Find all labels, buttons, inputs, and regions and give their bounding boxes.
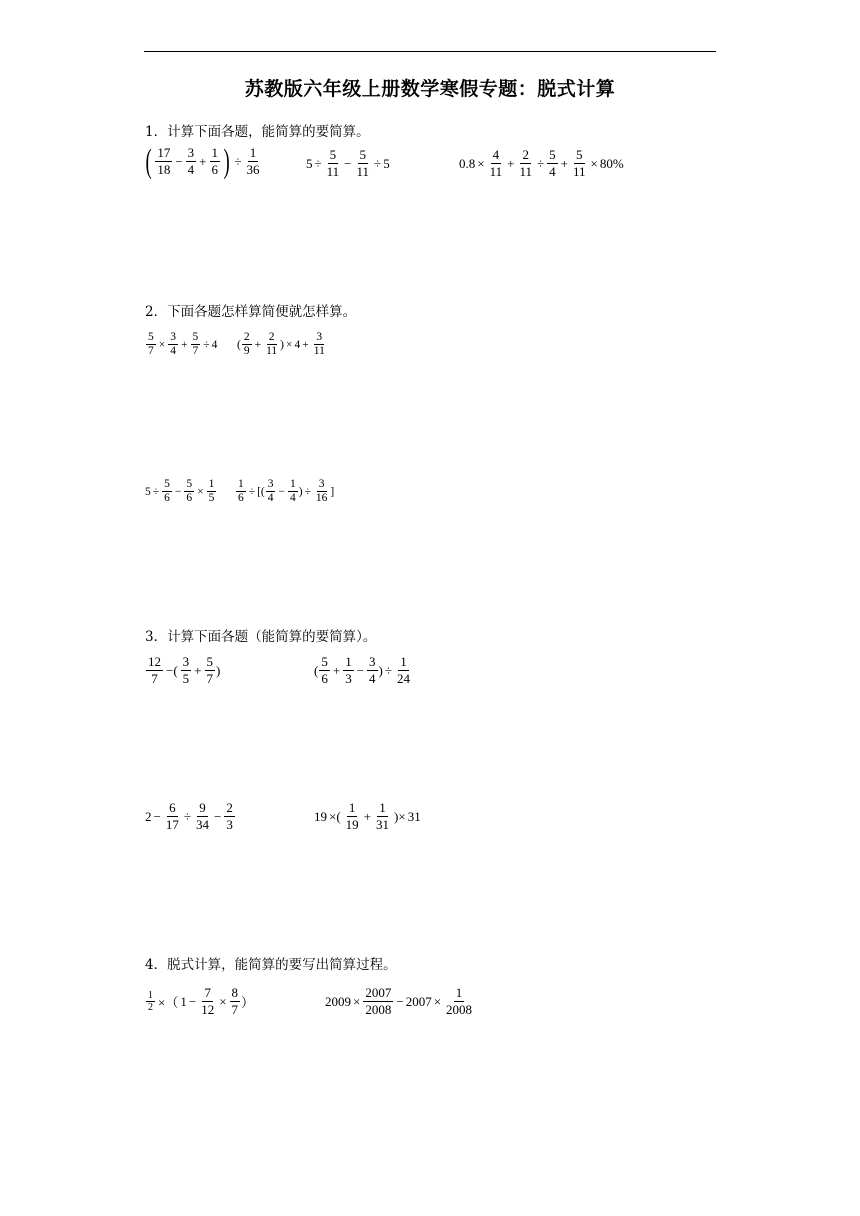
fraction: $\frac{2}{11}$ [519,147,532,179]
fraction: $\frac{5}{11}$ [326,147,340,179]
page-title: 苏教版六年级上册数学寒假专题：脱式计算 [244,78,616,100]
fraction: $\frac{5}{4}$ [549,147,556,179]
fraction: $\frac{1}{6}$ [238,478,244,505]
question-3-text: 3．计算下面各题（能简算的要简算）。 [145,629,377,645]
fraction: $\frac{1}{31}$ [376,800,390,832]
fraction: $\frac{6}{17}$ [165,800,179,832]
fraction: $\frac{5}{7}$ [148,331,154,358]
fraction: $\frac{1}{5}$ [208,478,215,505]
fraction: $\frac{5}{11}$ [356,147,370,179]
fraction: $\frac{1}{24}$ [397,654,411,686]
fraction: $\frac{3}{16}$ [315,478,328,505]
fraction: $\frac{17}{18}$ [157,145,171,178]
fraction: $\frac{3}{4}$ [369,654,376,686]
question-4-text: 4．脱式计算，能简算的要写出简算过程。 [145,957,397,973]
fraction: $\frac{12}{7}$ [148,654,161,686]
fraction: $\frac{1}{2008}$ [446,985,473,1017]
q1-expression-1: ( $\frac{17}{18}$ − $\frac{3}{4}$ + $\frac{1}{6}$ ) ÷ $\frac{1}{36}$ [145,143,260,180]
question-1-text: 1．计算下面各题，能简算的要简算。 [145,124,370,140]
q3-expression-4: 19 ×( $\frac{1}{19}$ + $\frac{1}{31}$ )× 31 [314,800,421,832]
fraction: $\frac{3}{5}$ [182,654,190,686]
fraction: $\frac{3}{4}$ [267,478,274,505]
q2-expression-4: $\frac{1}{6}$ ÷ [( $\frac{3}{4}$ − $\frac{1}{4}$ ) ÷ $\frac{3}{16}$ ] [238,478,335,505]
fraction: $\frac{5}{6}$ [186,478,193,505]
fraction: $\frac{5}{7}$ [192,331,199,358]
fraction: $\frac{5}{6}$ [164,478,170,505]
fraction: $\frac{1}{19}$ [345,800,359,832]
fraction: $\frac{5}{7}$ [206,654,214,686]
q1-expression-3: 0.8 × $\frac{4}{11}$ + $\frac{2}{11}$ ÷ $\frac{5}{4}$ + $\frac{5}{11}$ × 80% [459,147,624,179]
q2-expression-3: 5 ÷ $\frac{5}{6}$ − $\frac{5}{6}$ × $\frac{1}{5}$ [145,478,215,505]
q4-expression-2: 2009 × $\frac{2007}{2008}$ − 2007 × $\frac{1}{2008}$ [325,985,473,1017]
fraction: $\frac{1}{3}$ [345,654,352,686]
header-rule [144,51,716,52]
fraction: $\frac{9}{34}$ [195,800,209,832]
fraction: $\frac{7}{12}$ [201,985,215,1017]
fraction: $\frac{1}{2}$ [148,989,153,1014]
fraction: $\frac{3}{11}$ [313,331,325,358]
fraction: $\frac{2007}{2008}$ [365,985,392,1017]
fraction: $\frac{2}{3}$ [226,800,233,832]
fraction: $\frac{1}{4}$ [289,478,296,505]
left-paren: ( [145,143,152,180]
q2-expression-2: ( $\frac{2}{9}$ + $\frac{2}{11}$ ) × 4 + $\frac{3}{11}$ [237,331,325,358]
fraction: $\frac{8}{7}$ [231,985,239,1017]
fraction: $\frac{4}{11}$ [489,147,503,179]
right-paren: ) [223,143,230,180]
fraction: $\frac{2}{9}$ [243,331,250,358]
q3-expression-2: ( $\frac{5}{6}$ + $\frac{1}{3}$ − $\frac{3}{4}$ ) ÷ $\frac{1}{24}$ [314,654,411,686]
question-2-text: 2．下面各题怎样算简便就怎样算。 [145,304,357,320]
q3-expression-3: 2 − $\frac{6}{17}$ ÷ $\frac{9}{34}$ − $\frac{2}{3}$ [145,800,233,832]
fraction: $\frac{3}{4}$ [170,331,176,358]
fraction: $\frac{2}{11}$ [266,331,278,358]
q1-expression-2: 5 ÷ $\frac{5}{11}$ − $\frac{5}{11}$ ÷ 5 [306,147,390,179]
q2-expression-1: $\frac{5}{7}$ × $\frac{3}{4}$ + $\frac{5}{7}$ ÷ 4 [148,331,218,358]
fraction: $\frac{1}{6}$ [211,145,219,178]
fraction: $\frac{1}{36}$ [246,145,260,178]
q3-expression-1: $\frac{12}{7}$ −( $\frac{3}{5}$ + $\frac{5}{7}$ ) [148,654,221,686]
fraction: $\frac{5}{11}$ [572,147,586,179]
fraction: $\frac{5}{6}$ [321,654,328,686]
fraction: $\frac{3}{4}$ [187,145,195,178]
q4-expression-1: $\frac{1}{2}$ ×（ 1 − $\frac{7}{12}$ × $\frac{8}{7}$ ） [148,985,255,1017]
